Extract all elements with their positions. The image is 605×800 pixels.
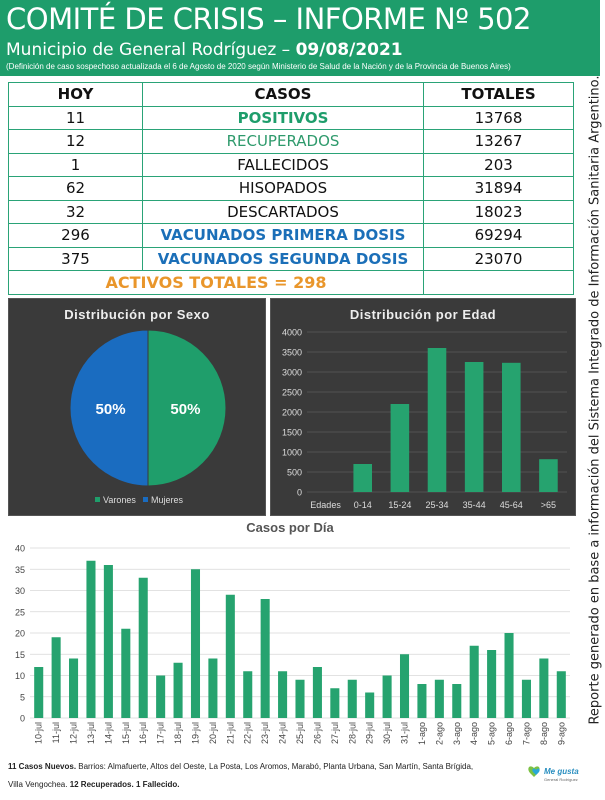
table-row [9, 247, 574, 271]
x-tick-label: 2-ago [434, 722, 445, 746]
x-tick-label: 13-jul [85, 722, 96, 745]
x-tick-label: 4-ago [469, 722, 480, 746]
bar-29-jul [365, 693, 374, 719]
footer-barrios-cont: Villa Vengochea. [8, 780, 70, 789]
x-tick-label: 30-jul [382, 722, 393, 745]
y-tick-label: 3000 [281, 367, 302, 378]
table-row [9, 177, 574, 201]
bar-7-ago [522, 680, 531, 718]
x-tick-label: 21-jul [225, 722, 236, 745]
sex-chart-title: Distribución por Sexo [64, 307, 210, 322]
bar-11-jul [52, 637, 61, 718]
bar-17-jul [156, 676, 165, 719]
y-tick-label: 30 [14, 586, 25, 596]
casos-cell: VACUNADOS SEGUNDA DOSIS [143, 247, 424, 271]
x-tick-label: 22-jul [242, 722, 253, 745]
bar-15-jul [121, 629, 130, 718]
x-tick-label: 0-14 [353, 500, 372, 510]
bar-19-jul [191, 569, 200, 718]
hoy-cell: 296 [9, 224, 143, 248]
definition-note: (Definición de caso sospechoso actualizada el 6 de Agosto de 2020 según Ministerio de Salud de la Nación y de la Provincia de Buenos Aires) [6, 62, 511, 71]
x-tick-label: 1-ago [416, 722, 427, 746]
x-tick-label: 27-jul [329, 722, 340, 745]
x-tick-label: 6-ago [504, 722, 515, 746]
age-chart-title: Distribución por Edad [349, 307, 497, 322]
bar->65 [539, 459, 558, 492]
x-axis-label: Edades [310, 500, 341, 510]
bar-2-ago [435, 680, 444, 718]
legend-label-varones: Varones [103, 495, 136, 505]
bar-0-14 [353, 464, 372, 492]
x-tick-label: 29-jul [364, 722, 375, 745]
casos-cell: VACUNADOS PRIMERA DOSIS [143, 224, 424, 248]
bar-5-ago [487, 650, 496, 718]
x-tick-label: 26-jul [312, 722, 323, 745]
y-tick-label: 20 [14, 628, 25, 639]
report-header [0, 0, 600, 76]
y-tick-label: 4000 [281, 327, 302, 338]
bar-15-24 [391, 404, 410, 492]
daily-cases-chart [0, 540, 580, 755]
y-tick-label: 40 [14, 543, 25, 554]
x-tick-label: 25-jul [295, 722, 305, 745]
table-row [9, 130, 574, 154]
y-tick-label: 3500 [281, 347, 302, 358]
logo-subtext: General Rodríguez [544, 777, 578, 782]
footer-recovered: 12 Recuperados. [69, 780, 134, 789]
subtitle-municipality: Municipio de General Rodríguez – [6, 40, 296, 60]
x-tick-label: 25-34 [425, 500, 449, 510]
x-tick-label: 24-jul [277, 722, 288, 745]
age-bar-chart [271, 299, 577, 517]
x-tick-label: 23-jul [260, 722, 271, 745]
totales-cell: 13267 [424, 130, 574, 154]
x-tick-label: 3-ago [451, 722, 462, 746]
x-tick-label: 12-jul [68, 722, 79, 745]
bar-45-64 [502, 363, 521, 492]
bar-24-jul [278, 671, 287, 718]
side-source-note [585, 75, 605, 725]
totales-cell: 69294 [424, 224, 574, 248]
totales-cell: 18023 [424, 200, 574, 224]
x-tick-label: 45-64 [499, 500, 523, 510]
side-source-text: Reporte generado en base a información del Sistema Integrado de Información Sanitaria Argentino. [587, 75, 603, 725]
bar-3-ago [452, 684, 461, 718]
hoy-cell: 12 [9, 130, 143, 154]
activos-totales: ACTIVOS TOTALES = 298 [9, 271, 424, 295]
y-tick-label: 25 [14, 607, 25, 618]
x-tick-label: >65 [540, 500, 557, 510]
x-tick-label: 18-jul [173, 722, 184, 745]
totales-cell: 203 [424, 153, 574, 177]
x-tick-label: 9-ago [556, 722, 567, 746]
y-tick-label: 1000 [281, 447, 302, 458]
bar-13-jul [86, 561, 95, 718]
y-tick-label: 10 [14, 671, 25, 681]
header-hoy: HOY [9, 83, 143, 107]
hoy-cell: 375 [9, 247, 143, 271]
x-tick-label: 11-jul [51, 722, 62, 744]
y-tick-label: 0 [296, 487, 302, 498]
bar-9-ago [557, 671, 566, 718]
table-row [9, 224, 574, 248]
y-tick-label: 2500 [281, 387, 302, 398]
totales-cell: 23070 [424, 247, 574, 271]
bar-26-jul [313, 667, 322, 718]
footer-barrios: Barrios: Almafuerte, Altos del Oeste, La Posta, Los Aromos, Marabó, Planta Urbana, San Martín, Santa Brígida, [76, 762, 474, 771]
x-tick-label: 7-ago [521, 722, 532, 746]
bar-14-jul [104, 565, 113, 718]
x-tick-label: 19-jul [190, 722, 201, 745]
bar-31-jul [400, 654, 409, 718]
me-gusta-logo [526, 762, 586, 792]
y-tick-label: 0 [19, 713, 25, 724]
header-totales: TOTALES [424, 83, 574, 107]
x-tick-label: 31-jul [399, 722, 410, 745]
daily-chart-title: Casos por Día [246, 520, 334, 535]
bar-18-jul [174, 663, 183, 718]
x-tick-label: 15-jul [120, 722, 131, 745]
activos-row [9, 271, 574, 295]
bar-22-jul [243, 671, 252, 718]
legend-swatch-varones [95, 497, 100, 502]
x-tick-label: 17-jul [155, 722, 166, 745]
activos-empty-cell [424, 271, 574, 295]
casos-cell: FALLECIDOS [143, 153, 424, 177]
sex-distribution-panel [8, 298, 266, 516]
bar-20-jul [208, 659, 217, 719]
bar-25-34 [428, 348, 447, 492]
casos-cell: DESCARTADOS [143, 200, 424, 224]
table-row [9, 106, 574, 130]
x-tick-label: 20-jul [207, 722, 218, 745]
hoy-cell: 62 [9, 177, 143, 201]
footer-deceased: 1 Fallecido. [133, 780, 180, 789]
x-tick-label: 28-jul [347, 722, 358, 745]
header-casos: CASOS [143, 83, 424, 107]
bar-1-ago [417, 684, 426, 718]
hoy-cell: 1 [9, 153, 143, 177]
legend-label-mujeres: Mujeres [151, 495, 184, 505]
bar-8-ago [539, 659, 548, 719]
bar-35-44 [465, 362, 484, 492]
x-tick-label: 35-44 [462, 500, 486, 510]
bar-27-jul [330, 688, 339, 718]
hoy-cell: 32 [9, 200, 143, 224]
y-tick-label: 35 [14, 564, 25, 575]
totales-cell: 31894 [424, 177, 574, 201]
bar-21-jul [226, 595, 235, 718]
x-tick-label: 8-ago [538, 722, 549, 746]
x-tick-label: 15-24 [388, 500, 412, 510]
report-subtitle [6, 40, 403, 60]
cases-table [8, 82, 574, 295]
report-title: COMITÉ DE CRISIS – INFORME Nº 502 [6, 2, 531, 36]
sex-pie-chart [9, 299, 267, 517]
bar-23-jul [261, 599, 270, 718]
y-tick-label: 1500 [281, 427, 302, 438]
casos-cell: POSITIVOS [143, 106, 424, 130]
legend-swatch-mujeres [143, 497, 148, 502]
y-tick-label: 500 [286, 467, 302, 478]
x-tick-label: 16-jul [138, 722, 149, 745]
logo-text: Me gusta [544, 767, 579, 776]
bar-30-jul [383, 676, 392, 719]
y-tick-label: 2000 [281, 407, 302, 418]
bar-28-jul [348, 680, 357, 718]
pie-label: 50% [95, 401, 126, 418]
bar-12-jul [69, 659, 78, 719]
bar-10-jul [34, 667, 43, 718]
table-header-row [9, 83, 574, 107]
age-distribution-panel [270, 298, 576, 516]
x-tick-label: 10-jul [33, 722, 44, 745]
y-tick-label: 5 [19, 692, 25, 703]
table-row [9, 153, 574, 177]
hoy-cell: 11 [9, 106, 143, 130]
report-date: 09/08/2021 [295, 40, 403, 60]
x-tick-label: 5-ago [486, 722, 497, 746]
x-tick-label: 14-jul [103, 722, 114, 745]
footer-note [8, 758, 508, 794]
bar-4-ago [470, 646, 479, 718]
y-tick-label: 15 [14, 649, 25, 660]
casos-cell: RECUPERADOS [143, 130, 424, 154]
table-row [9, 200, 574, 224]
casos-cell: HISOPADOS [143, 177, 424, 201]
footer-new-cases: 11 Casos Nuevos. [8, 762, 77, 771]
bar-25-jul [295, 680, 304, 718]
pie-label: 50% [170, 401, 201, 418]
totales-cell: 13768 [424, 106, 574, 130]
bar-16-jul [139, 578, 148, 718]
bar-6-ago [505, 633, 514, 718]
